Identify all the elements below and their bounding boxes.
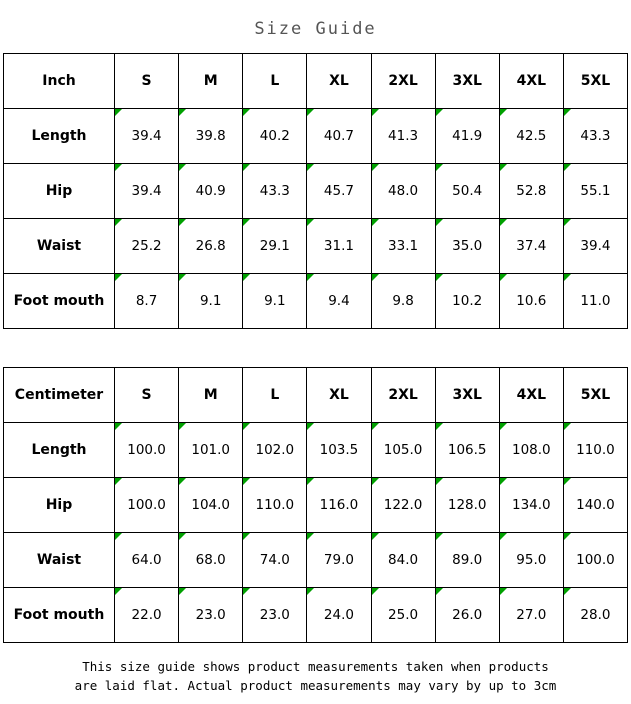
cell-waist-xl: 79.0 xyxy=(307,533,371,588)
cell-hip-m: 40.9 xyxy=(179,164,243,219)
cell-foot-mouth-m: 9.1 xyxy=(179,274,243,329)
unit-label-centimeter: Centimeter xyxy=(4,368,115,423)
cell-foot-mouth-4xl: 27.0 xyxy=(499,588,563,643)
disclaimer-note xyxy=(0,657,631,695)
cell-hip-3xl: 128.0 xyxy=(435,478,499,533)
size-header-5xl: 5XL xyxy=(563,54,627,109)
table-row xyxy=(4,274,628,329)
table-header-row xyxy=(4,368,628,423)
table-row xyxy=(4,588,628,643)
row-label-foot-mouth: Foot mouth xyxy=(4,274,115,329)
table-row xyxy=(4,219,628,274)
cell-length-l: 40.2 xyxy=(243,109,307,164)
cell-length-4xl: 42.5 xyxy=(499,109,563,164)
cell-waist-2xl: 84.0 xyxy=(371,533,435,588)
cell-hip-5xl: 140.0 xyxy=(563,478,627,533)
cell-waist-l: 29.1 xyxy=(243,219,307,274)
cell-waist-5xl: 100.0 xyxy=(563,533,627,588)
cell-hip-l: 43.3 xyxy=(243,164,307,219)
unit-label-inch: Inch xyxy=(4,54,115,109)
row-label-waist: Waist xyxy=(4,533,115,588)
table-row xyxy=(4,478,628,533)
size-header-5xl: 5XL xyxy=(563,368,627,423)
table-row xyxy=(4,533,628,588)
cell-length-m: 101.0 xyxy=(179,423,243,478)
cell-length-4xl: 108.0 xyxy=(499,423,563,478)
cell-length-xl: 103.5 xyxy=(307,423,371,478)
cell-foot-mouth-s: 22.0 xyxy=(115,588,179,643)
cell-waist-3xl: 35.0 xyxy=(435,219,499,274)
size-header-4xl: 4XL xyxy=(499,54,563,109)
cell-length-5xl: 43.3 xyxy=(563,109,627,164)
cell-foot-mouth-3xl: 10.2 xyxy=(435,274,499,329)
row-label-waist: Waist xyxy=(4,219,115,274)
cell-foot-mouth-xl: 24.0 xyxy=(307,588,371,643)
cell-waist-4xl: 95.0 xyxy=(499,533,563,588)
size-table-inch xyxy=(3,53,628,329)
cell-length-s: 39.4 xyxy=(115,109,179,164)
cell-waist-xl: 31.1 xyxy=(307,219,371,274)
cell-hip-xl: 45.7 xyxy=(307,164,371,219)
cell-foot-mouth-5xl: 11.0 xyxy=(563,274,627,329)
cell-hip-m: 104.0 xyxy=(179,478,243,533)
cell-waist-l: 74.0 xyxy=(243,533,307,588)
cell-foot-mouth-l: 9.1 xyxy=(243,274,307,329)
table-separator xyxy=(0,329,631,367)
page-title: Size Guide xyxy=(254,19,377,39)
size-header-m: M xyxy=(179,54,243,109)
row-label-length: Length xyxy=(4,109,115,164)
cell-hip-5xl: 55.1 xyxy=(563,164,627,219)
size-header-xl: XL xyxy=(307,54,371,109)
cell-waist-m: 26.8 xyxy=(179,219,243,274)
cell-waist-s: 64.0 xyxy=(115,533,179,588)
cell-length-2xl: 105.0 xyxy=(371,423,435,478)
cell-hip-s: 39.4 xyxy=(115,164,179,219)
table-row xyxy=(4,164,628,219)
table-header-row xyxy=(4,54,628,109)
cell-hip-2xl: 48.0 xyxy=(371,164,435,219)
size-header-m: M xyxy=(179,368,243,423)
cell-hip-4xl: 52.8 xyxy=(499,164,563,219)
size-header-3xl: 3XL xyxy=(435,54,499,109)
cell-length-s: 100.0 xyxy=(115,423,179,478)
cell-foot-mouth-3xl: 26.0 xyxy=(435,588,499,643)
cell-waist-3xl: 89.0 xyxy=(435,533,499,588)
cell-hip-2xl: 122.0 xyxy=(371,478,435,533)
size-table-centimeter xyxy=(3,367,628,643)
size-header-2xl: 2XL xyxy=(371,368,435,423)
cell-foot-mouth-5xl: 28.0 xyxy=(563,588,627,643)
size-header-s: S xyxy=(115,368,179,423)
cell-hip-3xl: 50.4 xyxy=(435,164,499,219)
cell-waist-s: 25.2 xyxy=(115,219,179,274)
cell-hip-l: 110.0 xyxy=(243,478,307,533)
cell-length-l: 102.0 xyxy=(243,423,307,478)
cell-foot-mouth-2xl: 9.8 xyxy=(371,274,435,329)
cell-hip-xl: 116.0 xyxy=(307,478,371,533)
size-header-l: L xyxy=(243,54,307,109)
size-header-2xl: 2XL xyxy=(371,54,435,109)
cell-foot-mouth-xl: 9.4 xyxy=(307,274,371,329)
cell-waist-5xl: 39.4 xyxy=(563,219,627,274)
disclaimer-line-1: This size guide shows product measurements taken when products xyxy=(82,659,549,674)
size-header-xl: XL xyxy=(307,368,371,423)
table-row xyxy=(4,109,628,164)
size-header-l: L xyxy=(243,368,307,423)
cell-length-m: 39.8 xyxy=(179,109,243,164)
cell-foot-mouth-l: 23.0 xyxy=(243,588,307,643)
cell-length-2xl: 41.3 xyxy=(371,109,435,164)
table-row xyxy=(4,423,628,478)
size-header-s: S xyxy=(115,54,179,109)
cell-foot-mouth-4xl: 10.6 xyxy=(499,274,563,329)
row-label-hip: Hip xyxy=(4,164,115,219)
cell-hip-4xl: 134.0 xyxy=(499,478,563,533)
cell-length-3xl: 41.9 xyxy=(435,109,499,164)
cell-length-5xl: 110.0 xyxy=(563,423,627,478)
cell-length-3xl: 106.5 xyxy=(435,423,499,478)
cell-waist-4xl: 37.4 xyxy=(499,219,563,274)
cell-foot-mouth-2xl: 25.0 xyxy=(371,588,435,643)
row-label-foot-mouth: Foot mouth xyxy=(4,588,115,643)
cell-waist-m: 68.0 xyxy=(179,533,243,588)
cell-length-xl: 40.7 xyxy=(307,109,371,164)
cell-waist-2xl: 33.1 xyxy=(371,219,435,274)
cell-foot-mouth-m: 23.0 xyxy=(179,588,243,643)
cell-hip-s: 100.0 xyxy=(115,478,179,533)
cell-foot-mouth-s: 8.7 xyxy=(115,274,179,329)
row-label-hip: Hip xyxy=(4,478,115,533)
size-header-3xl: 3XL xyxy=(435,368,499,423)
size-header-4xl: 4XL xyxy=(499,368,563,423)
disclaimer-line-2: are laid flat. Actual product measurements may vary by up to 3cm xyxy=(74,678,557,693)
row-label-length: Length xyxy=(4,423,115,478)
